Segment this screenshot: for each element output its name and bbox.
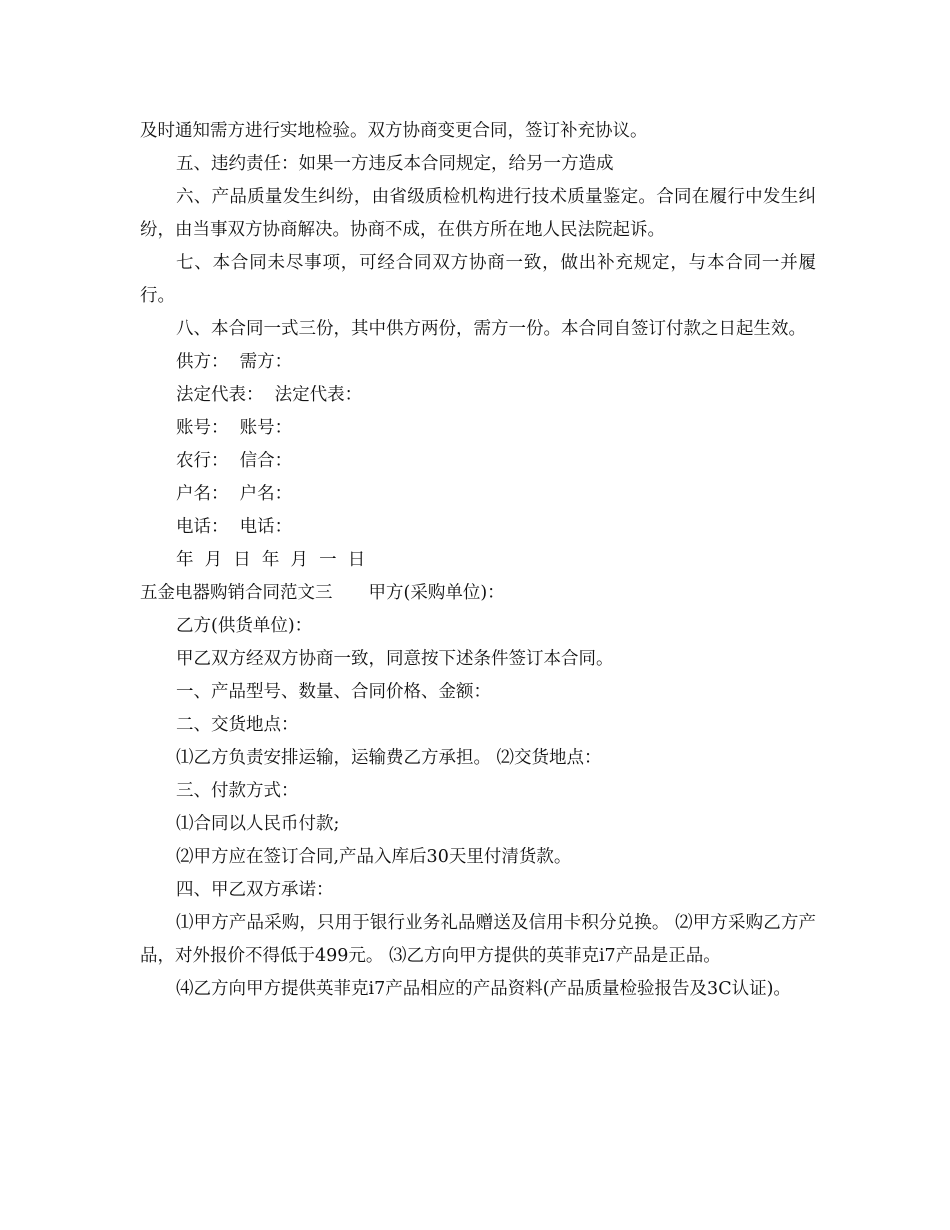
signature-line-parties: 供方： 需方： bbox=[176, 352, 293, 372]
agreement-intro: 甲乙双方经双方协商一致，同意按下述条件签订本合同。 bbox=[176, 649, 614, 669]
paragraph-copies-effective: 八、本合同一式三份，其中供方两份，需方一份。本合同自签订付款之日起生效。 bbox=[176, 319, 806, 339]
document-body bbox=[140, 115, 816, 1006]
signature-line-legal-rep: 法定代表： 法定代表： bbox=[176, 385, 363, 405]
paragraph-commitments-docs: ⑷乙方向甲方提供英菲克i7产品相应的产品资料(产品质量检验报告及3C认证)。 bbox=[176, 979, 791, 999]
signature-line-account-name: 户名： 户名： bbox=[176, 484, 293, 504]
paragraph-supplementary-terms: 七、本合同未尽事项，可经合同双方协商一致，做出补充规定，与本合同一并履行。 bbox=[140, 253, 816, 306]
clause-product-model: 一、产品型号、数量、合同价格、金额： bbox=[176, 682, 491, 702]
paragraph-breach-liability: 五、违约责任：如果一方违反本合同规定，给另一方造成 bbox=[176, 154, 614, 174]
signature-line-bank: 农行： 信合： bbox=[176, 451, 293, 471]
clause-delivery-place: 二、交货地点： bbox=[176, 715, 299, 735]
paragraph-quality-dispute: 六、产品质量发生纠纷，由省级质检机构进行技术质量鉴定。合同在履行中发生纠纷，由当事双方协商解决。协商不成，在供方所在地人民法院起诉。 bbox=[140, 187, 816, 240]
signature-line-date: 年 月 日 年 月 一 日 bbox=[176, 550, 366, 570]
clause-payment-currency: ⑴合同以人民币付款; bbox=[176, 814, 340, 834]
party-a-label: 甲方(采购单位)： bbox=[368, 583, 505, 603]
paragraph-inspection-continuation: 及时通知需方进行实地检验。双方协商变更合同，签订补充协议。 bbox=[140, 121, 648, 141]
clause-payment-timing: ⑵甲方应在签订合同,产品入库后30天里付清货款。 bbox=[176, 847, 572, 867]
clause-delivery-transport: ⑴乙方负责安排运输，运输费乙方承担。 ⑵交货地点： bbox=[176, 748, 602, 768]
party-b-label: 乙方(供货单位)： bbox=[176, 616, 313, 636]
clause-payment-method: 三、付款方式： bbox=[176, 781, 299, 801]
section-three-title: 五金电器购销合同范文三 bbox=[140, 583, 333, 603]
section-three-heading-row bbox=[140, 577, 816, 610]
paragraph-commitments-purpose: ⑴甲方产品采购，只用于银行业务礼品赠送及信用卡积分兑换。 ⑵甲方采购乙方产品，对外报价不得低于499元。 ⑶乙方向甲方提供的英菲克i7产品是正品。 bbox=[140, 913, 816, 966]
clause-commitments: 四、甲乙双方承诺： bbox=[176, 880, 334, 900]
signature-line-phone: 电话： 电话： bbox=[176, 517, 293, 537]
signature-line-account: 账号： 账号： bbox=[176, 418, 293, 438]
